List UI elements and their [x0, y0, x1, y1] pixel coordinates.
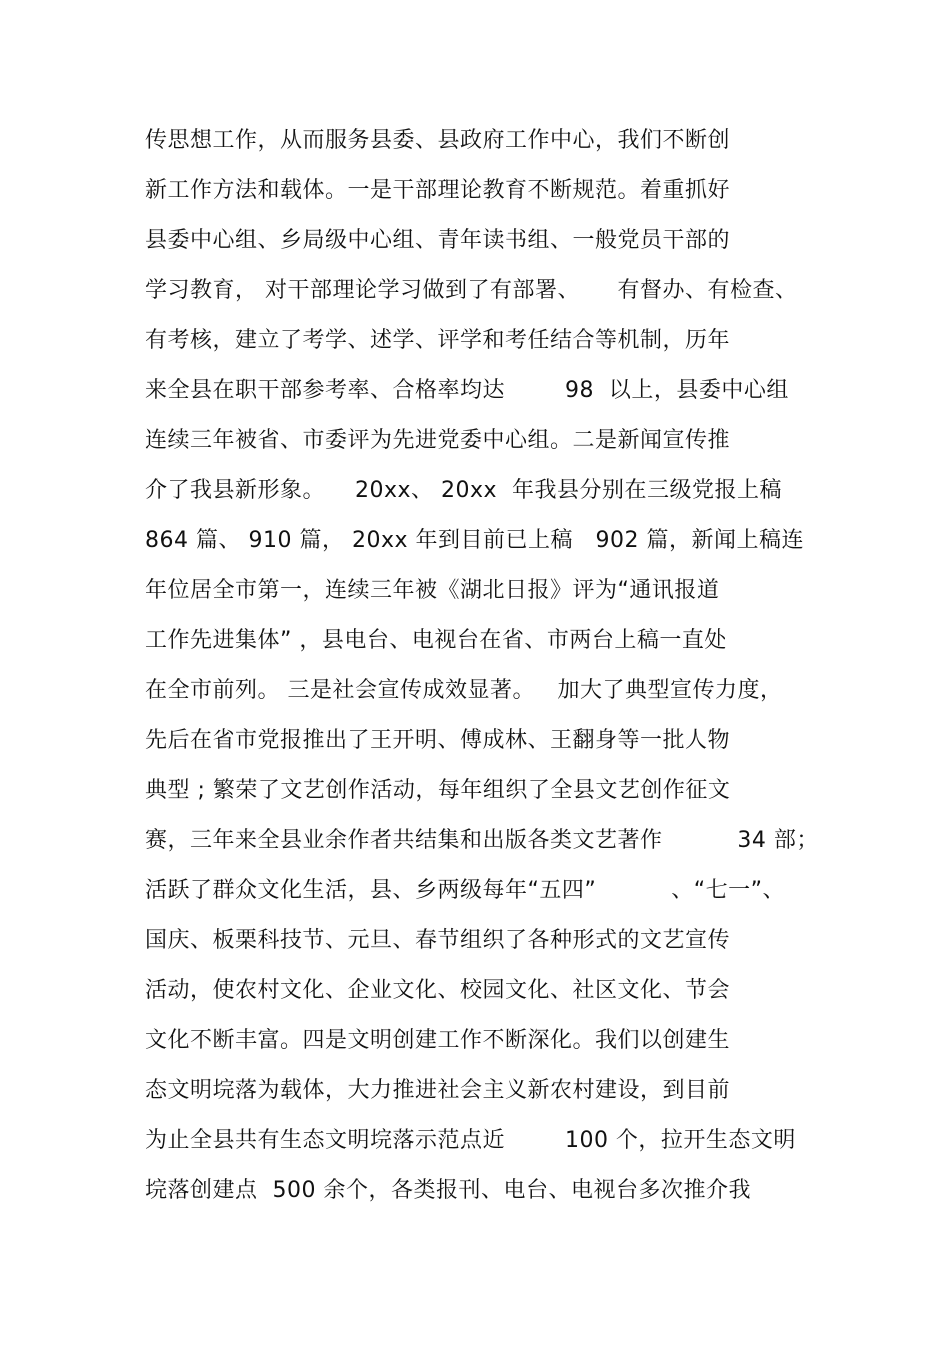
text-line: 连续三年被省、市委评为先进党委中心组。二是新闻宣传推: [145, 428, 731, 453]
text-line: 学习教育， 对干部理论学习做到了有部署、 有督办、有检查、: [145, 278, 798, 303]
text-line: 新工作方法和载体。一是干部理论教育不断规范。着重抓好: [145, 178, 731, 203]
text-line: 来全县在职干部参考率、合格率均达 98 以上，县委中心组: [145, 378, 789, 403]
text-line: 文化不断丰富。四是文明创建工作不断深化。我们以创建生: [145, 1028, 731, 1053]
text-line: 态文明垸落为载体，大力推进社会主义新农村建设，到目前: [145, 1078, 731, 1103]
text-line: 为止全县共有生态文明垸落示范点近 100 个，拉开生态文明: [145, 1128, 796, 1153]
text-line: 传思想工作，从而服务县委、县政府工作中心，我们不断创: [145, 128, 731, 153]
text-line: 864 篇、 910 篇， 20xx 年到目前已上稿 902 篇，新闻上稿连: [145, 528, 804, 553]
text-line: 国庆、板栗科技节、元旦、春节组织了各种形式的文艺宣传: [145, 928, 731, 953]
text-line: 先后在省市党报推出了王开明、傅成林、王翻身等一批人物: [145, 728, 731, 753]
text-line: 介了我县新形象。 20xx、 20xx 年我县分别在三级党报上稿: [145, 478, 783, 503]
text-line: 活跃了群众文化生活，县、乡两级每年“五四” 、“七一”、: [145, 878, 786, 903]
text-line: 在全市前列。 三是社会宣传成效显著。 加大了典型宣传力度，: [145, 678, 783, 703]
text-line: 活动，使农村文化、企业文化、校园文化、社区文化、节会: [145, 978, 731, 1003]
text-line: 年位居全市第一，连续三年被《湖北日报》评为“通讯报道: [145, 578, 720, 603]
text-line: 工作先进集体” ，县电台、电视台在省、市两台上稿一直处: [145, 628, 727, 653]
text-line: 县委中心组、乡局级中心组、青年读书组、一般党员干部的: [145, 228, 731, 253]
text-line: 垸落创建点 500 余个，各类报刊、电台、电视台多次推介我: [145, 1178, 751, 1203]
text-line: 有考核，建立了考学、述学、评学和考任结合等机制，历年: [145, 328, 731, 353]
text-line: 典型 ; 繁荣了文艺创作活动，每年组织了全县文艺创作征文: [145, 778, 731, 803]
text-line: 赛，三年来全县业余作者共结集和出版各类文艺著作 34 部；: [145, 828, 819, 853]
